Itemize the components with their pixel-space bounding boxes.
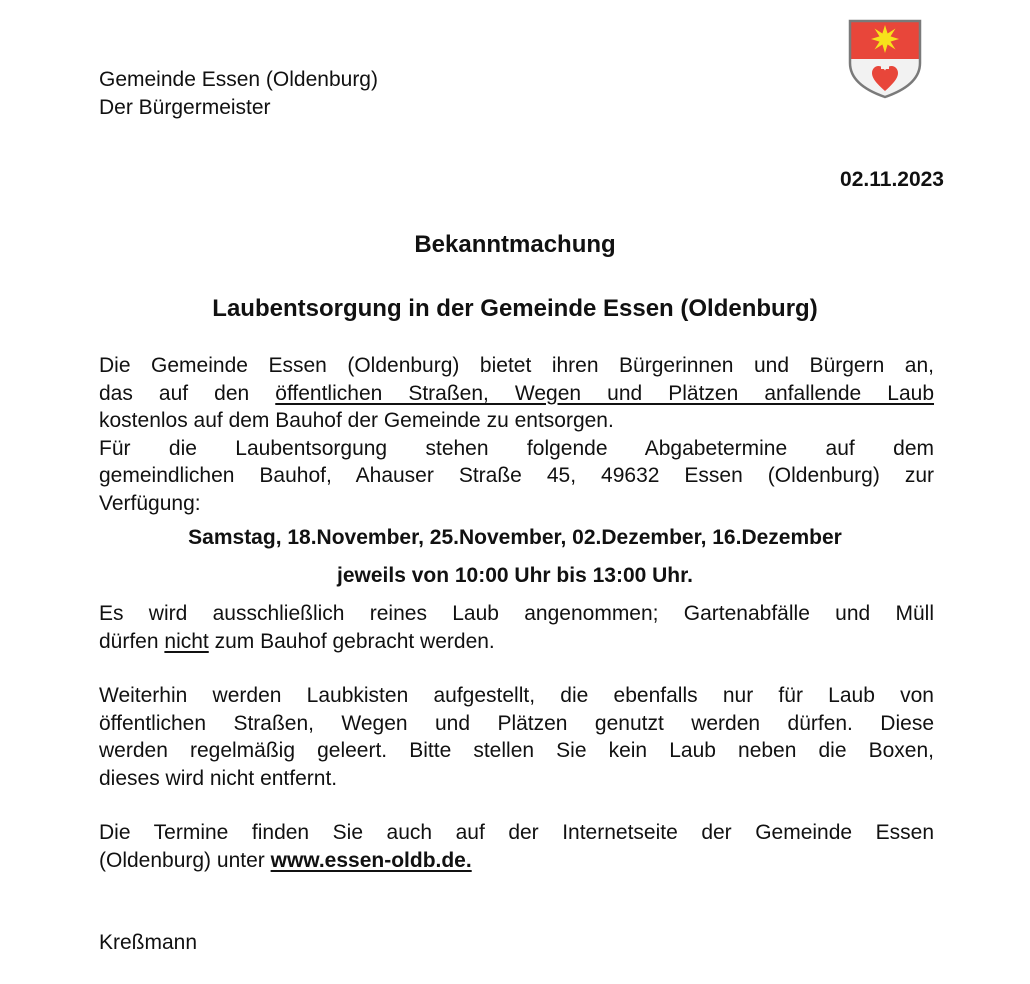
paragraph-line: Die Gemeinde Essen (Oldenburg) bietet ihren Bürgerinnen und Bürgern an, (99, 354, 934, 377)
paragraph-line: Es wird ausschließlich reines Laub angenommen; Gartenabfälle und Müll (99, 602, 934, 625)
sender-role: Der Bürgermeister (99, 96, 271, 119)
paragraph-line: dieses wird nicht entfernt. (99, 766, 338, 790)
paragraph-line: kostenlos auf dem Bauhof der Gemeinde zu entsorgen. (99, 409, 614, 432)
paragraph-line: Für die Laubentsorgung stehen folgende Abgabetermine auf dem (99, 436, 934, 460)
paragraph-restrictions (99, 600, 934, 655)
document-subtitle: Laubentsorgung in der Gemeinde Essen (Oldenburg) (212, 295, 818, 322)
paragraph-line (99, 628, 934, 656)
paragraph-line: werden regelmäßig geleert. Bitte stellen Sie kein Laub neben die Boxen, (99, 739, 934, 762)
dates-line: Samstag, 18.November, 25.November, 02.Dezember, 16.Dezember (188, 526, 842, 549)
sender-block (99, 66, 378, 122)
paragraph-line: Die Termine finden Sie auch auf der Internetseite der Gemeinde Essen (99, 821, 934, 844)
crest-heart-notch (881, 59, 889, 69)
paragraph-line: gemeindlichen Bauhof, Ahauser Straße 45, 49632 Essen (Oldenburg) zur (99, 464, 934, 487)
paragraph-text: dürfen (99, 629, 159, 653)
paragraph-line: Verfügung: (99, 491, 201, 515)
paragraph-line: öffentlichen Straßen, Wegen und Plätzen genutzt werden dürfen. Diese (99, 711, 934, 735)
paragraph-line (99, 847, 934, 875)
coat-of-arms-icon (848, 19, 922, 99)
paragraph-leaf-boxes (99, 682, 934, 792)
paragraph-offer (99, 352, 934, 517)
document-date: 02.11.2023 (840, 168, 944, 191)
paragraph-line (99, 380, 934, 408)
signature: Kreßmann (99, 931, 198, 954)
paragraph-text: (Oldenburg) unter (99, 848, 265, 872)
paragraph-text: zum Bauhof gebracht werden. (214, 629, 495, 653)
time-line: jeweils von 10:00 Uhr bis 13:00 Uhr. (337, 564, 693, 587)
paragraph-text: das auf den (99, 381, 250, 405)
document-title: Bekanntmachung (414, 231, 616, 258)
underlined-text: öffentlichen Straßen, Wegen und Plätzen anfallende Laub (275, 381, 935, 405)
sender-municipality: Gemeinde Essen (Oldenburg) (99, 68, 378, 91)
paragraph-website (99, 819, 934, 874)
website-link[interactable]: www.essen-oldb.de. (270, 848, 472, 872)
paragraph-line: Weiterhin werden Laubkisten aufgestellt, die ebenfalls nur für Laub von (99, 684, 934, 707)
crest-star (871, 25, 899, 53)
underlined-text: nicht (164, 629, 209, 653)
